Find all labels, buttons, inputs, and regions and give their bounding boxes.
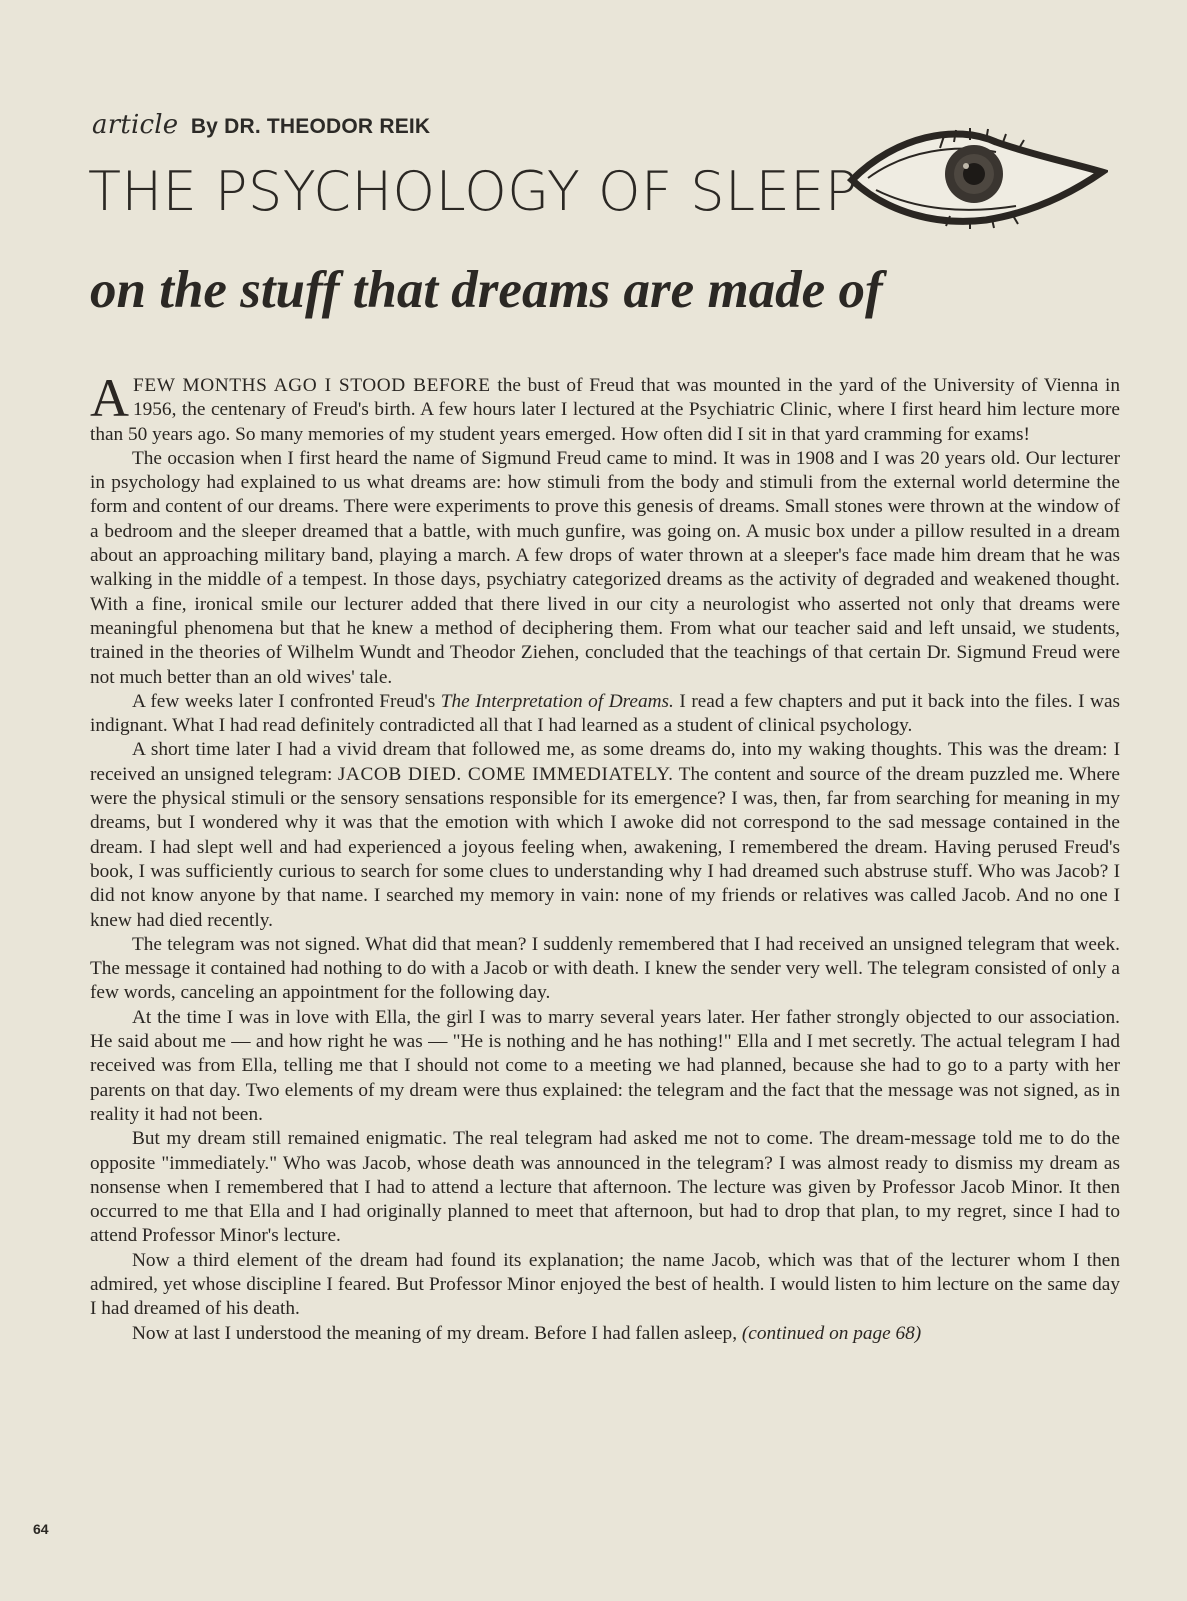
section-label: article (92, 110, 179, 140)
paragraph-9-text: Now at last I understood the meaning of my dream. Before I had fallen asleep, (132, 1322, 742, 1344)
author-byline: By DR. THEODOR REIK (190, 115, 431, 138)
paragraph-1-text: the bust of Freud that was mounted in the yard of the University of Vienna in 1956, the centenary of Freud's birth. A few hours later I lectured at the Psychiatric Clinic, where I first heard him lecture more than 50 years ago. So many memories of my student years emerged. How often did I sit in that yard cramming for exams! (90, 375, 1120, 445)
article-title: THE PSYCHOLOGY OF SLEEP (88, 160, 858, 223)
paragraph-8: Now a third element of the dream had found its explanation; the name Jacob, which was that of the lecturer whom I then admired, yet whose discipline I feared. But Professor Minor enjoyed the best of health. I would listen to him lecture on the same day I had dreamed of his death. (90, 1249, 1120, 1320)
paragraph-4 (90, 738, 1120, 932)
article-body (90, 368, 1121, 1346)
article-subtitle: on the stuff that dreams are made of (90, 261, 883, 319)
lead-in-smallcaps: FEW MONTHS AGO I STOOD BEFORE (133, 375, 491, 396)
book-title: The Interpretation of Dreams. (440, 690, 674, 712)
paragraph-3 (90, 690, 1120, 739)
telegram-text: JACOB DIED. COME IMMEDIATELY. (337, 763, 674, 785)
paragraph-3-text-b: I read a few chapters and put it back into the files. I was indignant. What I had read definitely contradicted all that I had learned as a student of clinical psychology. (90, 690, 1121, 737)
paragraph-9 (90, 1322, 1120, 1346)
paragraph-1 (90, 368, 1120, 447)
paragraph-4-text-b: The content and source of the dream puzzled me. Where were the physical stimuli or the sensory sensations responsible for its emergence? I was, then, far from searching for meaning in my dreams, but I wondered why it was that the emotion with which I awoke did not correspond to the sad message contained in the dream. I had slept well and had experienced a joyous feeling when, awakening, I remembered the dream. Having perused Freud's book, I was sufficiently curious to search for some clues to understanding why I had dreamed such abstruse stuff. Who was Jacob? I did not know anyone by that name. I searched my memory in vain: none of my friends or relatives was called Jacob. And no one I knew had died recently. (90, 763, 1120, 931)
article-kicker (92, 110, 430, 140)
page-number: 64 (33, 1521, 49, 1537)
paragraph-5: The telegram was not signed. What did that mean? I suddenly remembered that I had received an unsigned telegram that week. The message it contained had nothing to do with a Jacob or with death. I knew the sender very well. The telegram consisted of only a few words, canceling an appointment for the following day. (90, 933, 1120, 1004)
paragraph-2: The occasion when I first heard the name of Sigmund Freud came to mind. It was in 1908 and I was 20 years old. Our lecturer in psychology had explained to us what dreams are: how stimuli from the body and stimuli from the external world determine the form and content of our dreams. There were experiments to prove this genesis of dreams. Small stones were thrown at the window of a bedroom and the sleeper dreamed that a battle, with much gunfire, was going on. A music box under a pillow resulted in a dream about an approaching military band, playing a march. A few drops of water thrown at a sleeper's face made him dream that he was walking in the middle of a tempest. In those days, psychiatry categorized dreams as the activity of degraded and weakened thought. With a fine, ironical smile our lecturer added that there lived in our city a neurologist who asserted not only that dreams were meaningful phenomena but that he knew a method of deciphering them. From what our teacher said and left unsaid, we students, trained in the theories of Wilhelm Wundt and Theodor Ziehen, concluded that the teachings of that certain Dr. Sigmund Freud were not much better than an old wives' tale. (90, 447, 1120, 688)
paragraph-3-text-a: A few weeks later I confronted Freud's (132, 690, 441, 712)
eye-icon (846, 128, 1108, 230)
paragraph-7: But my dream still remained enigmatic. The real telegram had asked me not to come. The dream-message told me to do the opposite "immediately." Who was Jacob, whose death was announced in the telegram? I was almost ready to dismiss my dream as nonsense when I remembered that I had to attend a lecture that afternoon. The lecture was given by Professor Jacob Minor. It then occurred to me that Ella and I had originally planned to meet that afternoon, but had to drop that plan, to my regret, since I had to attend Professor Minor's lecture. (90, 1128, 1120, 1247)
paragraph-6: At the time I was in love with Ella, the girl I was to marry several years later. Her father strongly objected to our association. He said about me — and how right he was — "He is nothing and he has nothing!" Ella and I met secretly. The actual telegram I had received was from Ella, telling me that I should not come to a meeting we had planned, because she had to go to a party with her parents on that day. Two elements of my dream were thus explained: the telegram and the fact that the message was not signed, as in reality it had not been. (90, 1006, 1120, 1125)
continued-link[interactable]: (continued on page 68) (741, 1322, 922, 1344)
paragraph-4-text-a: A short time later I had a vivid dream that followed me, as some dreams do, into my waking thoughts. This was the dream: I received an unsigned telegram: (90, 739, 1120, 785)
drop-cap: A (90, 368, 129, 428)
